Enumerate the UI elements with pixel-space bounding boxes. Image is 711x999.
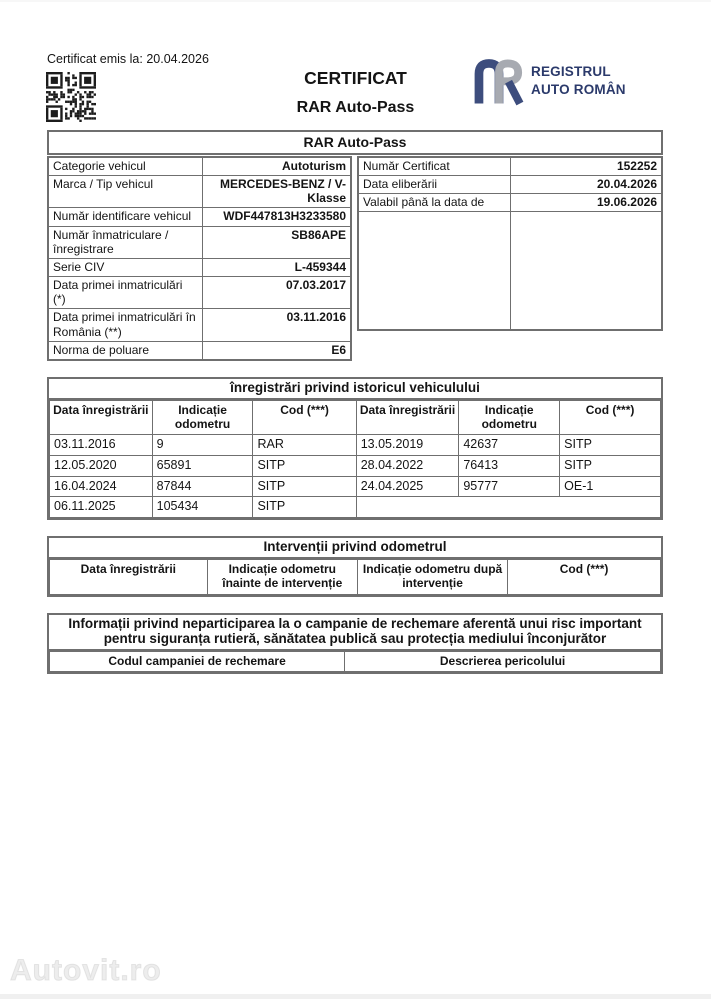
history-cell: 06.11.2025 xyxy=(50,497,153,518)
column-header: Data înregistrării xyxy=(356,400,459,434)
history-cell: 65891 xyxy=(152,455,253,476)
table-row xyxy=(48,226,351,258)
interventions-section-title: Intervenții privind odometrul xyxy=(49,538,661,559)
table-header-row xyxy=(50,651,661,671)
field-label: Număr înmatriculare / înregistrare xyxy=(48,226,203,258)
field-value: 03.11.2016 xyxy=(203,309,351,341)
history-table xyxy=(49,400,661,518)
table-row xyxy=(358,194,662,212)
table-row xyxy=(48,157,351,176)
column-header: Indicație odometru înainte de intervenție xyxy=(207,560,357,594)
certificate-title: CERTIFICAT xyxy=(304,68,407,88)
certificate-subtitle: RAR Auto-Pass xyxy=(296,99,415,116)
table-row xyxy=(50,435,661,456)
field-label: Categorie vehicul xyxy=(48,157,203,176)
rar-logo xyxy=(472,54,626,111)
field-label: Norma de poluare xyxy=(48,341,203,360)
field-value: E6 xyxy=(203,341,351,360)
field-label: Data primei inmatriculări în România (**) xyxy=(48,309,203,341)
field-value: 152252 xyxy=(510,157,662,176)
field-label: Serie CIV xyxy=(48,258,203,276)
recall-section-title: Informații privind neparticiparea la o campanie de rechemare aferentă unui risc important pentru siguranța rutieră, sănătatea publică sau protecția mediului înconjurător xyxy=(49,615,661,651)
history-cell: 9 xyxy=(152,435,253,456)
history-cell: SITP xyxy=(560,455,661,476)
column-header: Indicație odometru după intervenție xyxy=(357,560,507,594)
history-cell: 16.04.2024 xyxy=(50,476,153,497)
autovit-watermark: Autovit.ro xyxy=(10,954,162,987)
table-row xyxy=(48,277,351,309)
history-cell: 76413 xyxy=(459,455,560,476)
rar-logo-line2: AUTO ROMÂN xyxy=(531,81,626,97)
certificate-details-table xyxy=(357,156,663,331)
history-cell: OE-1 xyxy=(560,476,661,497)
table-row xyxy=(48,208,351,226)
table-row xyxy=(358,176,662,194)
table-row xyxy=(48,309,351,341)
history-section xyxy=(47,377,663,520)
field-value: WDF447813H3233580 xyxy=(203,208,351,226)
table-row xyxy=(50,455,661,476)
recall-table xyxy=(49,651,661,672)
empty-cell xyxy=(510,212,662,330)
empty-cell xyxy=(358,212,510,330)
field-value: 07.03.2017 xyxy=(203,277,351,309)
field-label: Număr Certificat xyxy=(358,157,510,176)
history-cell: 95777 xyxy=(459,476,560,497)
vehicle-details-table xyxy=(47,156,352,361)
table-row xyxy=(50,476,661,497)
certificate-body xyxy=(47,130,663,674)
column-header: Indicație odometru xyxy=(152,400,253,434)
history-cell: 87844 xyxy=(152,476,253,497)
interventions-section xyxy=(47,536,663,596)
table-row xyxy=(358,212,662,330)
field-value: SB86APE xyxy=(203,226,351,258)
vehicle-section-body xyxy=(47,156,663,361)
table-row xyxy=(48,258,351,276)
history-cell: 105434 xyxy=(152,497,253,518)
field-label: Număr identificare vehicul xyxy=(48,208,203,226)
history-section-title: înregistrări privind istoricul vehiculului xyxy=(49,379,661,400)
field-value: MERCEDES-BENZ / V-Klasse xyxy=(203,176,351,208)
interventions-table xyxy=(49,559,661,594)
history-cell: RAR xyxy=(253,435,356,456)
column-header: Cod (***) xyxy=(508,560,661,594)
column-header: Indicație odometru xyxy=(459,400,560,434)
column-header: Descrierea pericolului xyxy=(345,651,661,671)
table-header-row xyxy=(50,560,661,594)
history-cell: 28.04.2022 xyxy=(356,455,459,476)
history-cell: SITP xyxy=(560,435,661,456)
column-header: Codul campaniei de rechemare xyxy=(50,651,345,671)
column-header: Data înregistrării xyxy=(50,400,153,434)
history-cell: 24.04.2025 xyxy=(356,476,459,497)
history-cell: SITP xyxy=(253,476,356,497)
empty-cell xyxy=(356,497,660,518)
field-label: Data eliberării xyxy=(358,176,510,194)
field-value: Autoturism xyxy=(203,157,351,176)
history-cell: 13.05.2019 xyxy=(356,435,459,456)
history-cell: 42637 xyxy=(459,435,560,456)
table-row xyxy=(48,341,351,360)
history-cell: SITP xyxy=(253,455,356,476)
rar-logo-text xyxy=(531,63,626,98)
field-label: Valabil până la data de xyxy=(358,194,510,212)
field-label: Data primei inmatriculări (*) xyxy=(48,277,203,309)
table-header-row xyxy=(50,400,661,434)
table-row xyxy=(358,157,662,176)
column-header: Data înregistrării xyxy=(50,560,208,594)
vehicle-section-header: RAR Auto-Pass xyxy=(47,130,663,155)
table-row xyxy=(50,497,661,518)
recall-section xyxy=(47,613,663,674)
column-header: Cod (***) xyxy=(253,400,356,434)
issue-date-label: Certificat emis la: 20.04.2026 xyxy=(47,52,209,66)
field-value: 19.06.2026 xyxy=(510,194,662,212)
rar-logo-line1: REGISTRUL xyxy=(531,64,611,79)
history-cell: SITP xyxy=(253,497,356,518)
history-cell: 12.05.2020 xyxy=(50,455,153,476)
table-row xyxy=(48,176,351,208)
rar-ar-monogram-icon xyxy=(472,54,526,111)
column-header: Cod (***) xyxy=(560,400,661,434)
field-label: Marca / Tip vehicul xyxy=(48,176,203,208)
history-cell: 03.11.2016 xyxy=(50,435,153,456)
field-value: 20.04.2026 xyxy=(510,176,662,194)
field-value: L-459344 xyxy=(203,258,351,276)
